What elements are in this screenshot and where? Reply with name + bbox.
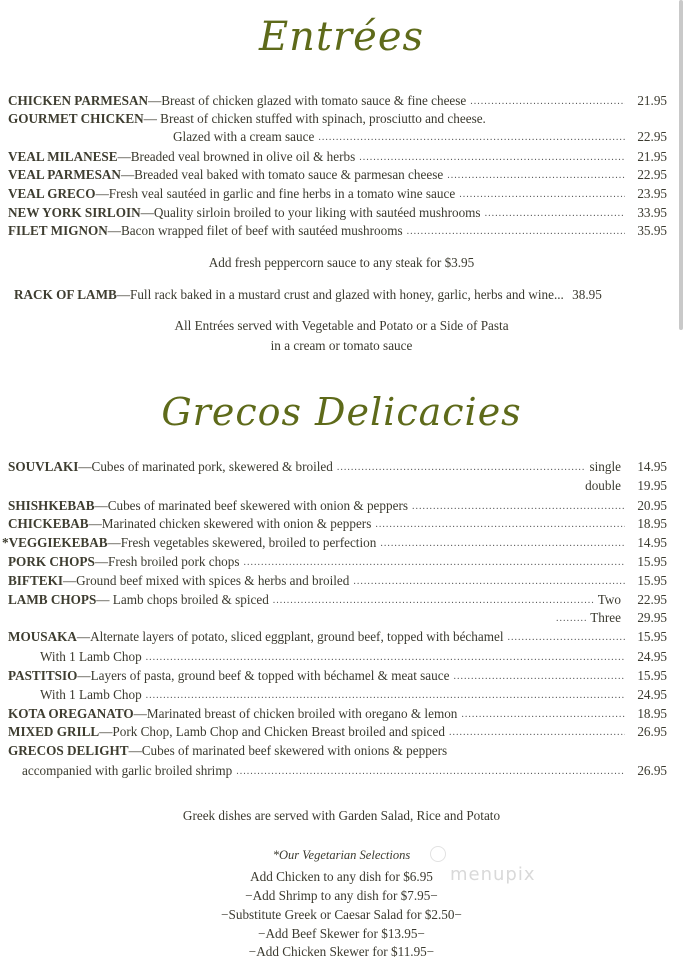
item-price: 29.95 <box>637 610 667 625</box>
item-name: CHICKEBAB <box>8 516 89 531</box>
item-price: 23.95 <box>637 186 667 201</box>
grecos-served-note: Greek dishes are served with Garden Salad, Rice and Potato <box>182 808 501 823</box>
item-qualifier: double <box>585 478 621 493</box>
item-desc: accompanied with garlic broiled shrimp <box>22 763 233 778</box>
item-desc: —Cubes of marinated beef skewered with onions & peppers <box>128 743 448 758</box>
entrees-served-note-2: in a cream or tomato sauce <box>270 338 413 353</box>
menu-item <box>8 515 667 533</box>
entrees-heading: Entrées <box>258 14 425 60</box>
item-price: 26.95 <box>637 724 667 739</box>
menu-item <box>2 534 667 552</box>
menu-item <box>8 705 667 723</box>
menu-item <box>8 497 667 515</box>
addon-line: −Add Chicken Skewer for $11.95− <box>248 944 435 959</box>
menu-item-option <box>8 477 667 495</box>
menu-item <box>8 148 667 166</box>
entrees-served-note: All Entrées served with Vegetable and Potato or a Side of Pasta <box>174 318 509 333</box>
vegetarian-note: *Our Vegetarian Selections <box>272 848 411 862</box>
leader-dots <box>244 553 625 571</box>
leader-dots <box>449 723 625 741</box>
leader-dots <box>146 686 625 704</box>
item-name: SOUVLAKI <box>8 459 79 474</box>
item-name: MIXED GRILL <box>8 724 100 739</box>
item-desc: —Bacon wrapped filet of beef with sautéed mushrooms <box>107 223 403 238</box>
item-desc: —Cubes of marinated pork, skewered & broiled <box>78 459 333 474</box>
menu-item-continued <box>22 762 667 780</box>
addon-line: Add Chicken to any dish for $6.95 <box>250 869 433 884</box>
menu-item <box>14 286 667 304</box>
item-name: MOUSAKA <box>8 629 77 644</box>
leader-dots <box>359 148 625 166</box>
menu-item <box>8 723 667 741</box>
item-price: 14.95 <box>637 459 667 474</box>
item-price: 38.95 <box>572 287 602 302</box>
item-name: KOTA OREGANATO <box>8 706 134 721</box>
item-desc: —Cubes of marinated beef skewered with onion & peppers <box>94 498 408 513</box>
item-price: 22.95 <box>637 592 667 607</box>
item-price: 15.95 <box>637 629 667 644</box>
item-desc: With 1 Lamb Chop <box>40 687 142 702</box>
leader-dots <box>407 222 625 240</box>
item-name: CHICKEN PARMESAN <box>8 93 149 108</box>
item-desc: —Alternate layers of potato, sliced eggplant, ground beef, topped with béchamel <box>76 629 504 644</box>
leader-dots <box>461 705 625 723</box>
item-desc: —Fresh broiled pork chops <box>94 554 240 569</box>
leader-dots <box>318 128 625 146</box>
item-name: GOURMET CHICKEN <box>8 111 144 126</box>
item-name: *VEGGIEKEBAB <box>2 535 108 550</box>
item-desc: —Fresh veal sautéed in garlic and fine herbs in a tomato wine sauce <box>95 186 456 201</box>
leader-dots <box>337 458 586 476</box>
leader-dots <box>556 609 586 627</box>
addon-line: −Add Shrimp to any dish for $7.95− <box>245 888 438 903</box>
item-name: PORK CHOPS <box>8 554 95 569</box>
menu-item <box>8 185 667 203</box>
menu-item <box>8 458 667 476</box>
leader-dots <box>447 166 625 184</box>
menu-item <box>8 742 667 760</box>
item-qualifier: Two <box>597 592 621 607</box>
item-price: 22.95 <box>637 129 667 144</box>
item-desc: —Ground beef mixed with spices & herbs and broiled <box>62 573 350 588</box>
item-name: FILET MIGNON <box>8 223 108 238</box>
item-desc: —Marinated chicken skewered with onion & peppers <box>88 516 372 531</box>
item-price: 24.95 <box>637 687 667 702</box>
addon-line: −Add Beef Skewer for $13.95− <box>258 926 425 941</box>
item-price: 35.95 <box>637 223 667 238</box>
menu-item <box>8 572 667 590</box>
menu-item <box>8 553 667 571</box>
item-name: SHISHKEBAB <box>8 498 95 513</box>
item-name: VEAL PARMESAN <box>8 167 121 182</box>
leader-dots <box>236 762 625 780</box>
item-price: 24.95 <box>637 649 667 664</box>
leader-dots <box>485 204 625 222</box>
item-price: 15.95 <box>637 554 667 569</box>
leader-dots <box>508 628 626 646</box>
menu-item-continued <box>173 128 667 146</box>
item-name: VEAL GRECO <box>8 186 96 201</box>
item-desc: —Breaded veal browned in olive oil & herbs <box>117 149 356 164</box>
item-desc: —Full rack baked in a mustard crust and glazed with honey, garlic, herbs and wine... <box>116 287 564 302</box>
menu-item <box>8 204 667 222</box>
item-price: 21.95 <box>637 149 667 164</box>
menu-item <box>8 667 667 685</box>
leader-dots <box>470 92 625 110</box>
item-desc: —Fresh vegetables skewered, broiled to perfection <box>107 535 377 550</box>
item-desc: —Breast of chicken glazed with tomato sauce & fine cheese <box>148 93 467 108</box>
item-qualifier: single <box>589 459 621 474</box>
item-desc: With 1 Lamb Chop <box>40 649 142 664</box>
menu-item <box>8 110 667 128</box>
menu-item <box>8 92 667 110</box>
item-price: 21.95 <box>637 93 667 108</box>
item-desc: —Marinated breast of chicken broiled with oregano & lemon <box>133 706 458 721</box>
item-desc: — Breast of chicken stuffed with spinach, prosciutto and cheese. <box>143 111 486 126</box>
item-price: 20.95 <box>637 498 667 513</box>
item-price: 26.95 <box>637 763 667 778</box>
item-name: NEW YORK SIRLOIN <box>8 205 141 220</box>
item-price: 14.95 <box>637 535 667 550</box>
leader-dots <box>273 591 594 609</box>
item-price: 15.95 <box>637 573 667 588</box>
item-desc: Glazed with a cream sauce <box>173 129 315 144</box>
grecos-heading: Grecos Delicacies <box>161 390 522 434</box>
leader-dots <box>375 515 625 533</box>
item-desc: —Quality sirloin broiled to your liking with sautéed mushrooms <box>140 205 481 220</box>
leader-dots <box>412 497 625 515</box>
peppercorn-note: Add fresh peppercorn sauce to any steak for $3.95 <box>208 255 475 270</box>
leader-dots <box>459 185 625 203</box>
item-name: VEAL MILANESE <box>8 149 118 164</box>
item-name: LAMB CHOPS <box>8 592 97 607</box>
item-price: 18.95 <box>637 706 667 721</box>
menu-item <box>8 222 667 240</box>
item-desc: —Layers of pasta, ground beef & topped with béchamel & meat sauce <box>77 668 450 683</box>
item-desc: — Lamb chops broiled & spiced <box>96 592 269 607</box>
item-price: 19.95 <box>637 478 667 493</box>
addon-line: −Substitute Greek or Caesar Salad for $2.50− <box>221 907 462 922</box>
item-name: RACK OF LAMB <box>14 287 117 302</box>
item-price: 33.95 <box>637 205 667 220</box>
item-price: 18.95 <box>637 516 667 531</box>
menu-item <box>8 628 667 646</box>
leader-dots <box>453 667 625 685</box>
menu-item-continued <box>40 686 667 704</box>
item-name: BIFTEKI <box>8 573 63 588</box>
watermark: menupix <box>450 864 536 885</box>
menu-item <box>8 591 667 609</box>
leader-dots <box>380 534 625 552</box>
leader-dots <box>146 648 625 666</box>
item-price: 15.95 <box>637 668 667 683</box>
menu-item <box>8 166 667 184</box>
menu-item-continued <box>40 648 667 666</box>
leader-dots <box>353 572 625 590</box>
menu-item-option <box>552 609 667 627</box>
item-desc: —Pork Chop, Lamb Chop and Chicken Breast broiled and spiced <box>99 724 445 739</box>
item-desc: —Breaded veal baked with tomato sauce & parmesan cheese <box>120 167 444 182</box>
item-name: GRECOS DELIGHT <box>8 743 129 758</box>
item-name: PASTITSIO <box>8 668 78 683</box>
item-price: 22.95 <box>637 167 667 182</box>
watermark-logo-icon <box>430 846 446 862</box>
item-qualifier: Three <box>590 610 621 625</box>
